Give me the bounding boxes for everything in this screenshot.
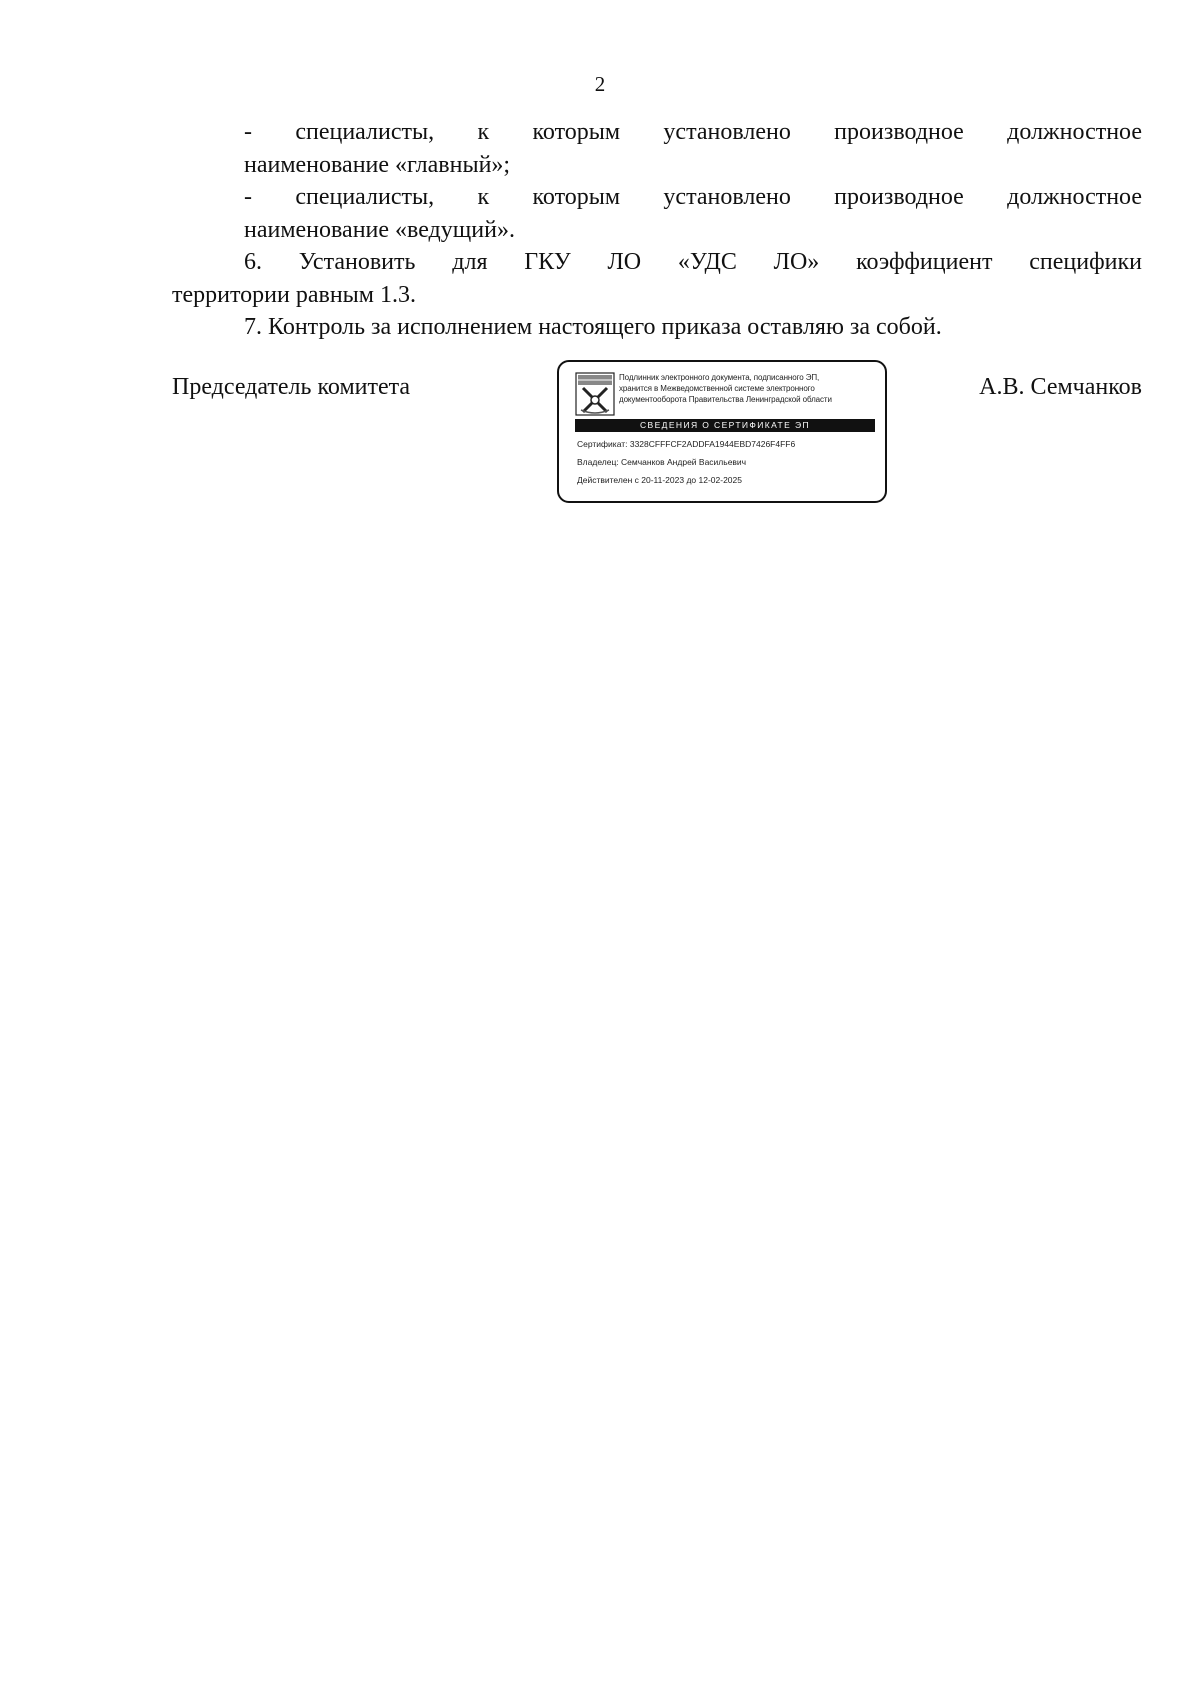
clause-6-line1: 6. Установить для ГКУ ЛО «УДС ЛО» коэффициент специфики [244, 249, 1142, 275]
clause-7: 7. Контроль за исполнением настоящего приказа оставляю за собой. [244, 314, 942, 340]
document-body [172, 116, 1142, 344]
list-item-specialists-leading-line2: наименование «ведущий». [244, 216, 515, 243]
list-item-specialists-chief-line1: - специалисты, к которым установлено производное должностное [244, 119, 1142, 145]
stamp-certificate: Сертификат: 3328CFFFCF2ADDFA1944EBD7426F4FF6 [577, 439, 796, 449]
signature-block [172, 360, 1142, 510]
stamp-validity: Действителен с 20-11-2023 до 12-02-2025 [577, 475, 742, 485]
electronic-signature-stamp [557, 360, 887, 503]
stamp-header-line1: Подлинник электронного документа, подписанного ЭП, [619, 373, 820, 382]
page-number: 2 [594, 72, 606, 96]
stamp-header [619, 372, 881, 405]
stamp-header-line2: хранится в Межведомственной системе электронного [619, 384, 815, 393]
stamp-title-bar: СВЕДЕНИЯ О СЕРТИФИКАТЕ ЭП [575, 419, 875, 432]
signatory-name: А.В. Семчанков [979, 374, 1142, 400]
list-item-specialists-chief-line2: наименование «главный»; [244, 151, 511, 178]
signatory-role: Председатель комитета [172, 374, 411, 400]
stamp-owner: Владелец: Семчанков Андрей Васильевич [577, 457, 747, 467]
coat-of-arms-icon [575, 372, 615, 416]
list-item-specialists-leading-line1: - специалисты, к которым установлено производное должностное [244, 184, 1142, 210]
clause-6-line2: территории равным 1.3. [172, 281, 416, 308]
stamp-header-line3: документооборота Правительства Ленинградской области [619, 395, 832, 404]
